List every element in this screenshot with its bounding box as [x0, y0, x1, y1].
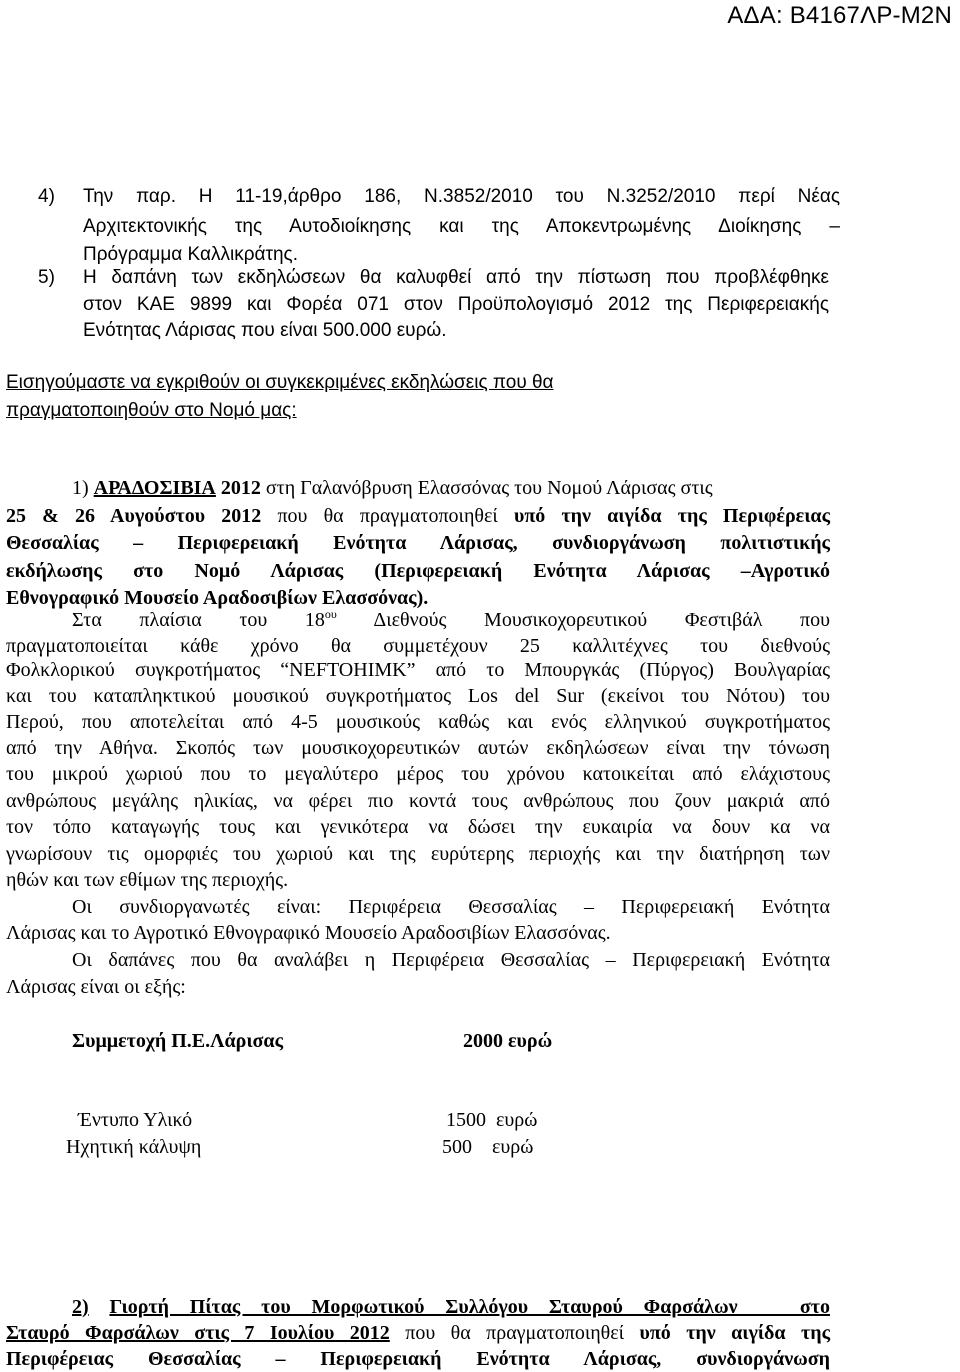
item5-line-1: Η δαπάνη των εκδηλώσεων θα καλυφθεί από την πίστωση που προβλέφθηκε: [83, 267, 829, 288]
event2-auspices: υπό την αιγίδα της: [639, 1322, 831, 1344]
event1-para1-first: [72, 609, 830, 632]
event1-bold-line-2: Θεσσαλίας – Περιφερειακή Ενότητα Λάρισας, συνδιοργάνωση πολιτιστικής: [6, 532, 830, 554]
event1-para1-line-5: από την Αθήνα. Σκοπός των μουσικοχορευτικών αυτών εκδηλώσεων είναι την τόνωση: [6, 737, 830, 759]
event1-year: 2012: [220, 477, 261, 499]
costs-line-2: Λάρισας είναι οι εξής:: [6, 976, 186, 998]
event2-title-cont: Σταυρό Φαρσάλων στις 7 Ιουλίου 2012: [6, 1322, 390, 1344]
item4-line-2: Αρχιτεκτονικής της Αυτοδιοίκησης και της Αποκεντρωμένης Διοίκησης –: [83, 216, 840, 237]
event1-dates-line: [6, 505, 830, 528]
ordinal-sup: ου: [324, 607, 337, 621]
proposal-heading-line-1: Εισηγούμαστε να εγκριθούν οι συγκεκριμένες εκδηλώσεις που θα: [6, 372, 554, 393]
proposal-heading-line-2: πραγματοποιηθούν στο Νομό μας:: [6, 400, 297, 421]
event1-para1-line-9: γνωρίσουν τις ομορφιές του χωριού και της ευρύτερης περιοχής και την διατήρηση των: [6, 843, 830, 865]
event2-line-3: Περιφέρειας Θεσσαλίας – Περιφερειακή Ενότητα Λάρισας, συνδιοργάνωση: [6, 1348, 830, 1370]
document-ada-code: ΑΔΑ: Β4167ΛΡ-Μ2Ν: [727, 2, 952, 29]
event2-number: 2): [72, 1296, 89, 1318]
event1-will-held: που θα πραγματοποιηθεί: [277, 505, 498, 527]
contribution-label: Συμμετοχή Π.Ε.Λάρισας: [72, 1030, 284, 1052]
event1-para1-line-4: Περού, που αποτελείται από 4-5 μουσικούς καθώς και ενός ελληνικού συγκροτήματος: [6, 711, 830, 733]
event1-para1-end: Διεθνούς Μουσικοχορευτικού Φεστιβάλ που: [373, 609, 830, 631]
event2-title: Γιορτή Πίτας του Μορφωτικού Συλλόγου Σταυρού Φαρσάλων στο: [109, 1296, 831, 1318]
event1-para1-line-3: και του καταπληκτικού μουσικού συγκροτήματος Los del Sur (εκείνοι του Νότου) του: [6, 685, 830, 707]
event1-bold-line-4: Εθνογραφικό Μουσείο Αραδοσιβίων Ελασσόνας).: [6, 587, 429, 609]
event1-para1-line-1: πραγματοποιείται κάθε χρόνο θα συμμετέχουν 25 καλλιτέχνες του διεθνούς: [6, 635, 830, 657]
cost-item-amount: 500 ευρώ: [442, 1136, 534, 1158]
event1-dates: 25 & 26 Αυγούστου 2012: [6, 505, 262, 527]
event1-para1-start: Στα πλαίσια του $18^{o\upsilon}$: [72, 607, 337, 631]
item4-line-1: Την παρ. Η 11-19,άρθρο 186, Ν.3852/2010 του Ν.3252/2010 περί Νέας: [83, 186, 840, 207]
event1-para1-line-6: του μικρού χωριού που το μεγαλύτερο μέρος του χρόνου κατοικείται από ελάχιστους: [6, 763, 830, 785]
event1-intro: [72, 477, 713, 500]
organizers-line-2: Λάρισας και το Αγροτικό Εθνογραφικό Μουσείο Αραδοσιβίων Ελασσόνας.: [6, 922, 611, 944]
event1-para1-line-8: τον τόπο καταγωγής τους και γενικότερα να δώσει την ευκαιρία να δουν κα να: [6, 816, 830, 838]
event1-number: 1): [72, 477, 89, 499]
event2-title-line-1: [72, 1296, 830, 1319]
event1-para1-line-2: Φολκλορικού συγκροτήματος “NEFTOHIMK” από το Μπουργκάς (Πύργος) Βουλγαρίας: [6, 659, 830, 681]
list-number-5: 5): [38, 267, 55, 288]
event1-para1-last: ηθών και των εθίμων της περιοχής.: [6, 869, 289, 891]
item4-line-3: Πρόγραμμα Καλλικράτης.: [83, 244, 298, 265]
event2-title-line-2: [6, 1322, 830, 1345]
event1-intro-rest: στη Γαλανόβρυση Ελασσόνας του Νομού Λάρισας στις: [265, 477, 713, 499]
event1-title: ΑΡΑΔΟΣΙΒΙΑ: [93, 477, 216, 499]
list-number-4: 4): [38, 186, 55, 207]
item5-line-3: Ενότητας Λάρισας που είναι 500.000 ευρώ.: [83, 320, 447, 341]
organizers-line-1: Οι συνδιοργανωτές είναι: Περιφέρεια Θεσσαλίας – Περιφερειακή Ενότητα: [72, 896, 830, 918]
item5-line-2: στον ΚΑΕ 9899 και Φορέα 071 στον Προϋπολογισμό 2012 της Περιφερειακής: [83, 294, 829, 315]
event1-para1-line-7: ανθρώπους μεγάλης ηλικίας, να φέρει πιο κοντά τους ανθρώπους που ζουν μακριά από: [6, 790, 830, 812]
event1-auspices: υπό την αιγίδα της Περιφέρειας: [513, 505, 831, 527]
cost-item-label: Ηχητική κάλυψη: [66, 1136, 202, 1158]
cost-item-label: Έντυπο Υλικό: [78, 1109, 193, 1131]
event1-bold-line-3: εκδήλωσης στο Νομό Λάρισας (Περιφερειακή Ενότητα Λάρισας –Αγροτικό: [6, 560, 830, 582]
contribution-amount: 2000 ευρώ: [463, 1030, 553, 1052]
costs-line-1: Οι δαπάνες που θα αναλάβει η Περιφέρεια Θεσσαλίας – Περιφερειακή Ενότητα: [72, 949, 830, 971]
cost-item-amount: 1500 ευρώ: [446, 1109, 538, 1131]
event2-will-held: που θα πραγματοποιηθεί: [405, 1322, 625, 1344]
